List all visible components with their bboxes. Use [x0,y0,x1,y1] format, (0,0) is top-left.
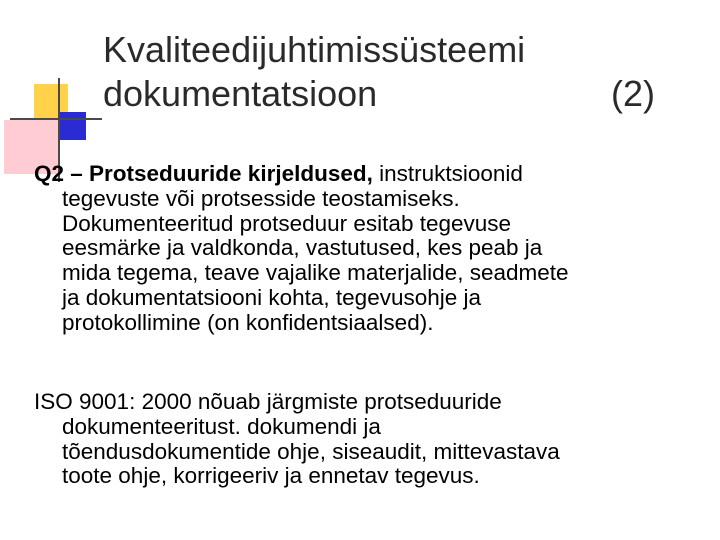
title-line-1 [103,28,655,72]
paragraph-1-line-3: Dokumenteeritud protseduur esitab tegevuse [62,210,512,236]
slide-title [103,28,703,116]
title-text-1: Kvaliteedijuhtimissüsteemi [103,29,526,70]
paragraph-1-bold-lead: Q2 – Protseduuride kirjeldused, [34,161,373,186]
paragraph-1-line-7: protokollimine (on konfidentsiaalsed). [62,309,434,335]
paragraph-1-line-1-rest: instruktsioonid [372,161,523,186]
decor-horizontal-line [10,118,102,120]
paragraph-2-line-2: dokumenteeritust. dokumendi ja [62,413,381,439]
paragraph-1-line-6: ja dokumentatsiooni kohta, tegevusohje ja [62,284,482,310]
paragraph-iso [34,390,694,489]
paragraph-1-line-5: mida tegema, teave vajalike materjalide, seadmete [62,260,569,285]
paragraph-2-line-3: tõendusdokumentide ohje, siseaudit, mittevastava [62,438,560,464]
title-number: (2) [611,72,655,114]
paragraph-2-line-1: ISO 9001: 2000 nõuab järgmiste protseduuride [34,389,502,414]
paragraph-1-line-2: tegevuste või protsesside teostamiseks. [62,185,460,211]
decor-blue-square [58,112,86,140]
paragraph-2-line-4: toote ohje, korrigeeriv ja ennetav tegevus. [62,463,480,489]
paragraph-procedures [34,162,694,335]
paragraph-1-line-1 [34,162,694,187]
title-text-2: dokumentatsioon [103,72,378,114]
paragraph-1-line-4: eesmärke ja valdkonda, vastutused, kes peab ja [62,235,543,261]
title-line-2 [103,72,655,116]
